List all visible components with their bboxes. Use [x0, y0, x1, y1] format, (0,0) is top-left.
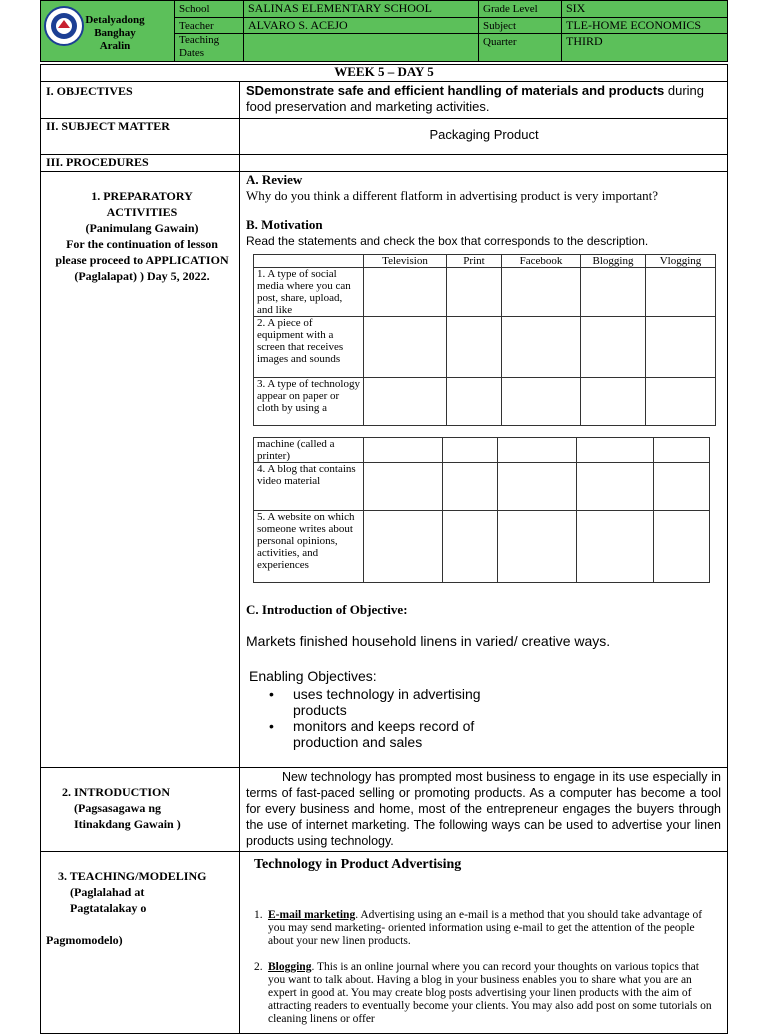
objectives-text: SDemonstrate safe and efficient handling of materials and products during food preservation and marketing activities.	[246, 83, 704, 114]
preparatory-label: 1. PREPARATORY ACTIVITIES (Panimulang Gawain) For the continuation of lesson please proceed to APPLICATION (Paglalapat) ) Day 5, 2022.	[55, 189, 229, 283]
teaching-item-1: 1. E-mail marketing. Advertising using an e-mail is a method that you should take advantage of you may send marketing- oriented information using e-mail to get the attention of the people about your new linen products.	[254, 909, 703, 947]
checkbox-cell[interactable]	[364, 378, 447, 426]
school-value-cell: SALINAS ELEMENTARY SCHOOL	[243, 0, 479, 18]
table-row	[254, 317, 716, 378]
checkbox-cell[interactable]	[581, 317, 646, 378]
checkbox-cell[interactable]	[654, 438, 710, 463]
checkbox-cell[interactable]	[447, 317, 502, 378]
checkbox-cell[interactable]	[364, 438, 443, 463]
column-header: Vlogging	[646, 255, 716, 268]
divider	[40, 767, 728, 768]
divider	[40, 851, 728, 852]
checkbox-cell[interactable]	[577, 438, 654, 463]
subject-matter-label: II. SUBJECT MATTER	[46, 119, 170, 133]
table-row	[254, 438, 710, 463]
school-label-cell: School	[174, 0, 244, 18]
checkbox-cell[interactable]	[443, 438, 498, 463]
row-description: 5. A website on which someone writes about personal opinions, activities, and experiences	[254, 511, 364, 583]
objectives-label: I. OBJECTIVES	[46, 84, 133, 98]
table-row	[254, 463, 710, 511]
divider	[40, 171, 728, 172]
checkbox-cell[interactable]	[502, 317, 581, 378]
column-header: Blogging	[581, 255, 646, 268]
review-question: Why do you think a different flatform in advertising product is very important?	[246, 188, 659, 203]
grade-label-cell: Grade Level	[478, 0, 562, 18]
subject-label-cell: Subject	[478, 17, 562, 34]
list-item: • uses technology in advertising products	[269, 686, 481, 718]
checkbox-cell[interactable]	[364, 463, 443, 511]
row-description: 1. A type of social media where you can post, share, upload, and like	[254, 268, 364, 317]
checkbox-cell[interactable]	[364, 268, 447, 317]
intro-objective-statement: Markets finished household linens in varied/ creative ways.	[246, 633, 611, 649]
checkbox-cell[interactable]	[646, 268, 716, 317]
introduction-label: 2. INTRODUCTION (Pagsasagawa ng Itinakdang Gawain )	[62, 785, 181, 831]
table-row	[254, 268, 716, 317]
checkbox-cell[interactable]	[447, 268, 502, 317]
column-divider	[239, 81, 240, 1034]
motivation-checklist-table	[253, 254, 716, 426]
checkbox-cell[interactable]	[443, 463, 498, 511]
checkbox-cell[interactable]	[498, 463, 577, 511]
subject-matter-text: Packaging Product	[429, 127, 539, 142]
quarter-value-cell: THIRD	[561, 33, 728, 62]
checkbox-cell[interactable]	[498, 438, 577, 463]
checkbox-cell[interactable]	[364, 511, 443, 583]
checkbox-cell[interactable]	[646, 317, 716, 378]
enabling-objectives-heading: Enabling Objectives:	[249, 668, 377, 684]
row-description: machine (called a printer)	[254, 438, 364, 463]
checkbox-cell[interactable]	[502, 378, 581, 426]
header-title: Detalyadong Banghay Aralin	[85, 14, 145, 52]
checkbox-cell[interactable]	[646, 378, 716, 426]
list-item: • monitors and keeps record of production and sales	[269, 718, 475, 750]
teaching-heading: Technology in Product Advertising	[254, 857, 462, 872]
enabling-objectives-list	[249, 686, 549, 750]
checkbox-cell[interactable]	[581, 268, 646, 317]
table-row	[254, 511, 710, 583]
checkbox-cell[interactable]	[364, 317, 447, 378]
intro-objective-heading: C. Introduction of Objective:	[246, 602, 408, 617]
checkbox-cell[interactable]	[502, 268, 581, 317]
grade-value-cell: SIX	[561, 0, 728, 18]
procedures-label: III. PROCEDURES	[46, 155, 149, 169]
column-header: Print	[447, 255, 502, 268]
checkbox-cell[interactable]	[577, 463, 654, 511]
checkbox-cell[interactable]	[654, 463, 710, 511]
checkbox-cell[interactable]	[447, 378, 502, 426]
column-header: Television	[364, 255, 447, 268]
checkbox-cell[interactable]	[498, 511, 577, 583]
checkbox-cell[interactable]	[654, 511, 710, 583]
teacher-value-cell: ALVARO S. ACEJO	[243, 17, 479, 34]
subject-value-cell: TLE-HOME ECONOMICS	[561, 17, 728, 34]
teaching-dates-value-cell	[243, 33, 479, 62]
row-description: 3. A type of technology appear on paper or cloth by using a	[254, 378, 364, 426]
motivation-heading: B. Motivation	[246, 217, 323, 232]
teacher-label-cell: Teacher	[174, 17, 244, 34]
column-header: Facebook	[502, 255, 581, 268]
teaching-label: 3. TEACHING/MODELING (Paglalahad at Pagtatalakay o Pagmomodelo)	[46, 869, 207, 947]
introduction-text: New technology has prompted most business to engage in its use especially in terms of fast-paced selling or promoting products. As a computer has become a tool for every business and home, most of the entrepreneur engages the buyers through the use of internet marketing. The following ways can be used to advertise your linen products using technology.	[246, 770, 721, 848]
divider	[40, 81, 728, 82]
checkbox-cell[interactable]	[577, 511, 654, 583]
checkbox-cell[interactable]	[581, 378, 646, 426]
teaching-dates-label-cell: Teaching Dates	[174, 33, 244, 62]
review-heading: A. Review	[246, 172, 303, 187]
week-title: WEEK 5 – DAY 5	[334, 64, 434, 79]
teaching-item-2: 2. Blogging. This is an online journal where you can record your thoughts on various topics that you want to talk about. Having a blog in your business enables you to share what you are an expert in good at. You may create blog posts advertising your linen products with the aim of attracting readers to eventually become your clients. You may also add post on some tutorials on cleaning linens or offer	[254, 961, 712, 1025]
row-description: 2. A piece of equipment with a screen that receives images and sounds	[254, 317, 364, 378]
quarter-label-cell: Quarter	[478, 33, 562, 62]
checkbox-cell[interactable]	[443, 511, 498, 583]
table-row	[254, 378, 716, 426]
row-description: 4. A blog that contains video material	[254, 463, 364, 511]
motivation-instruction: Read the statements and check the box that corresponds to the description.	[246, 234, 649, 248]
motivation-checklist-table-continued	[253, 437, 710, 583]
